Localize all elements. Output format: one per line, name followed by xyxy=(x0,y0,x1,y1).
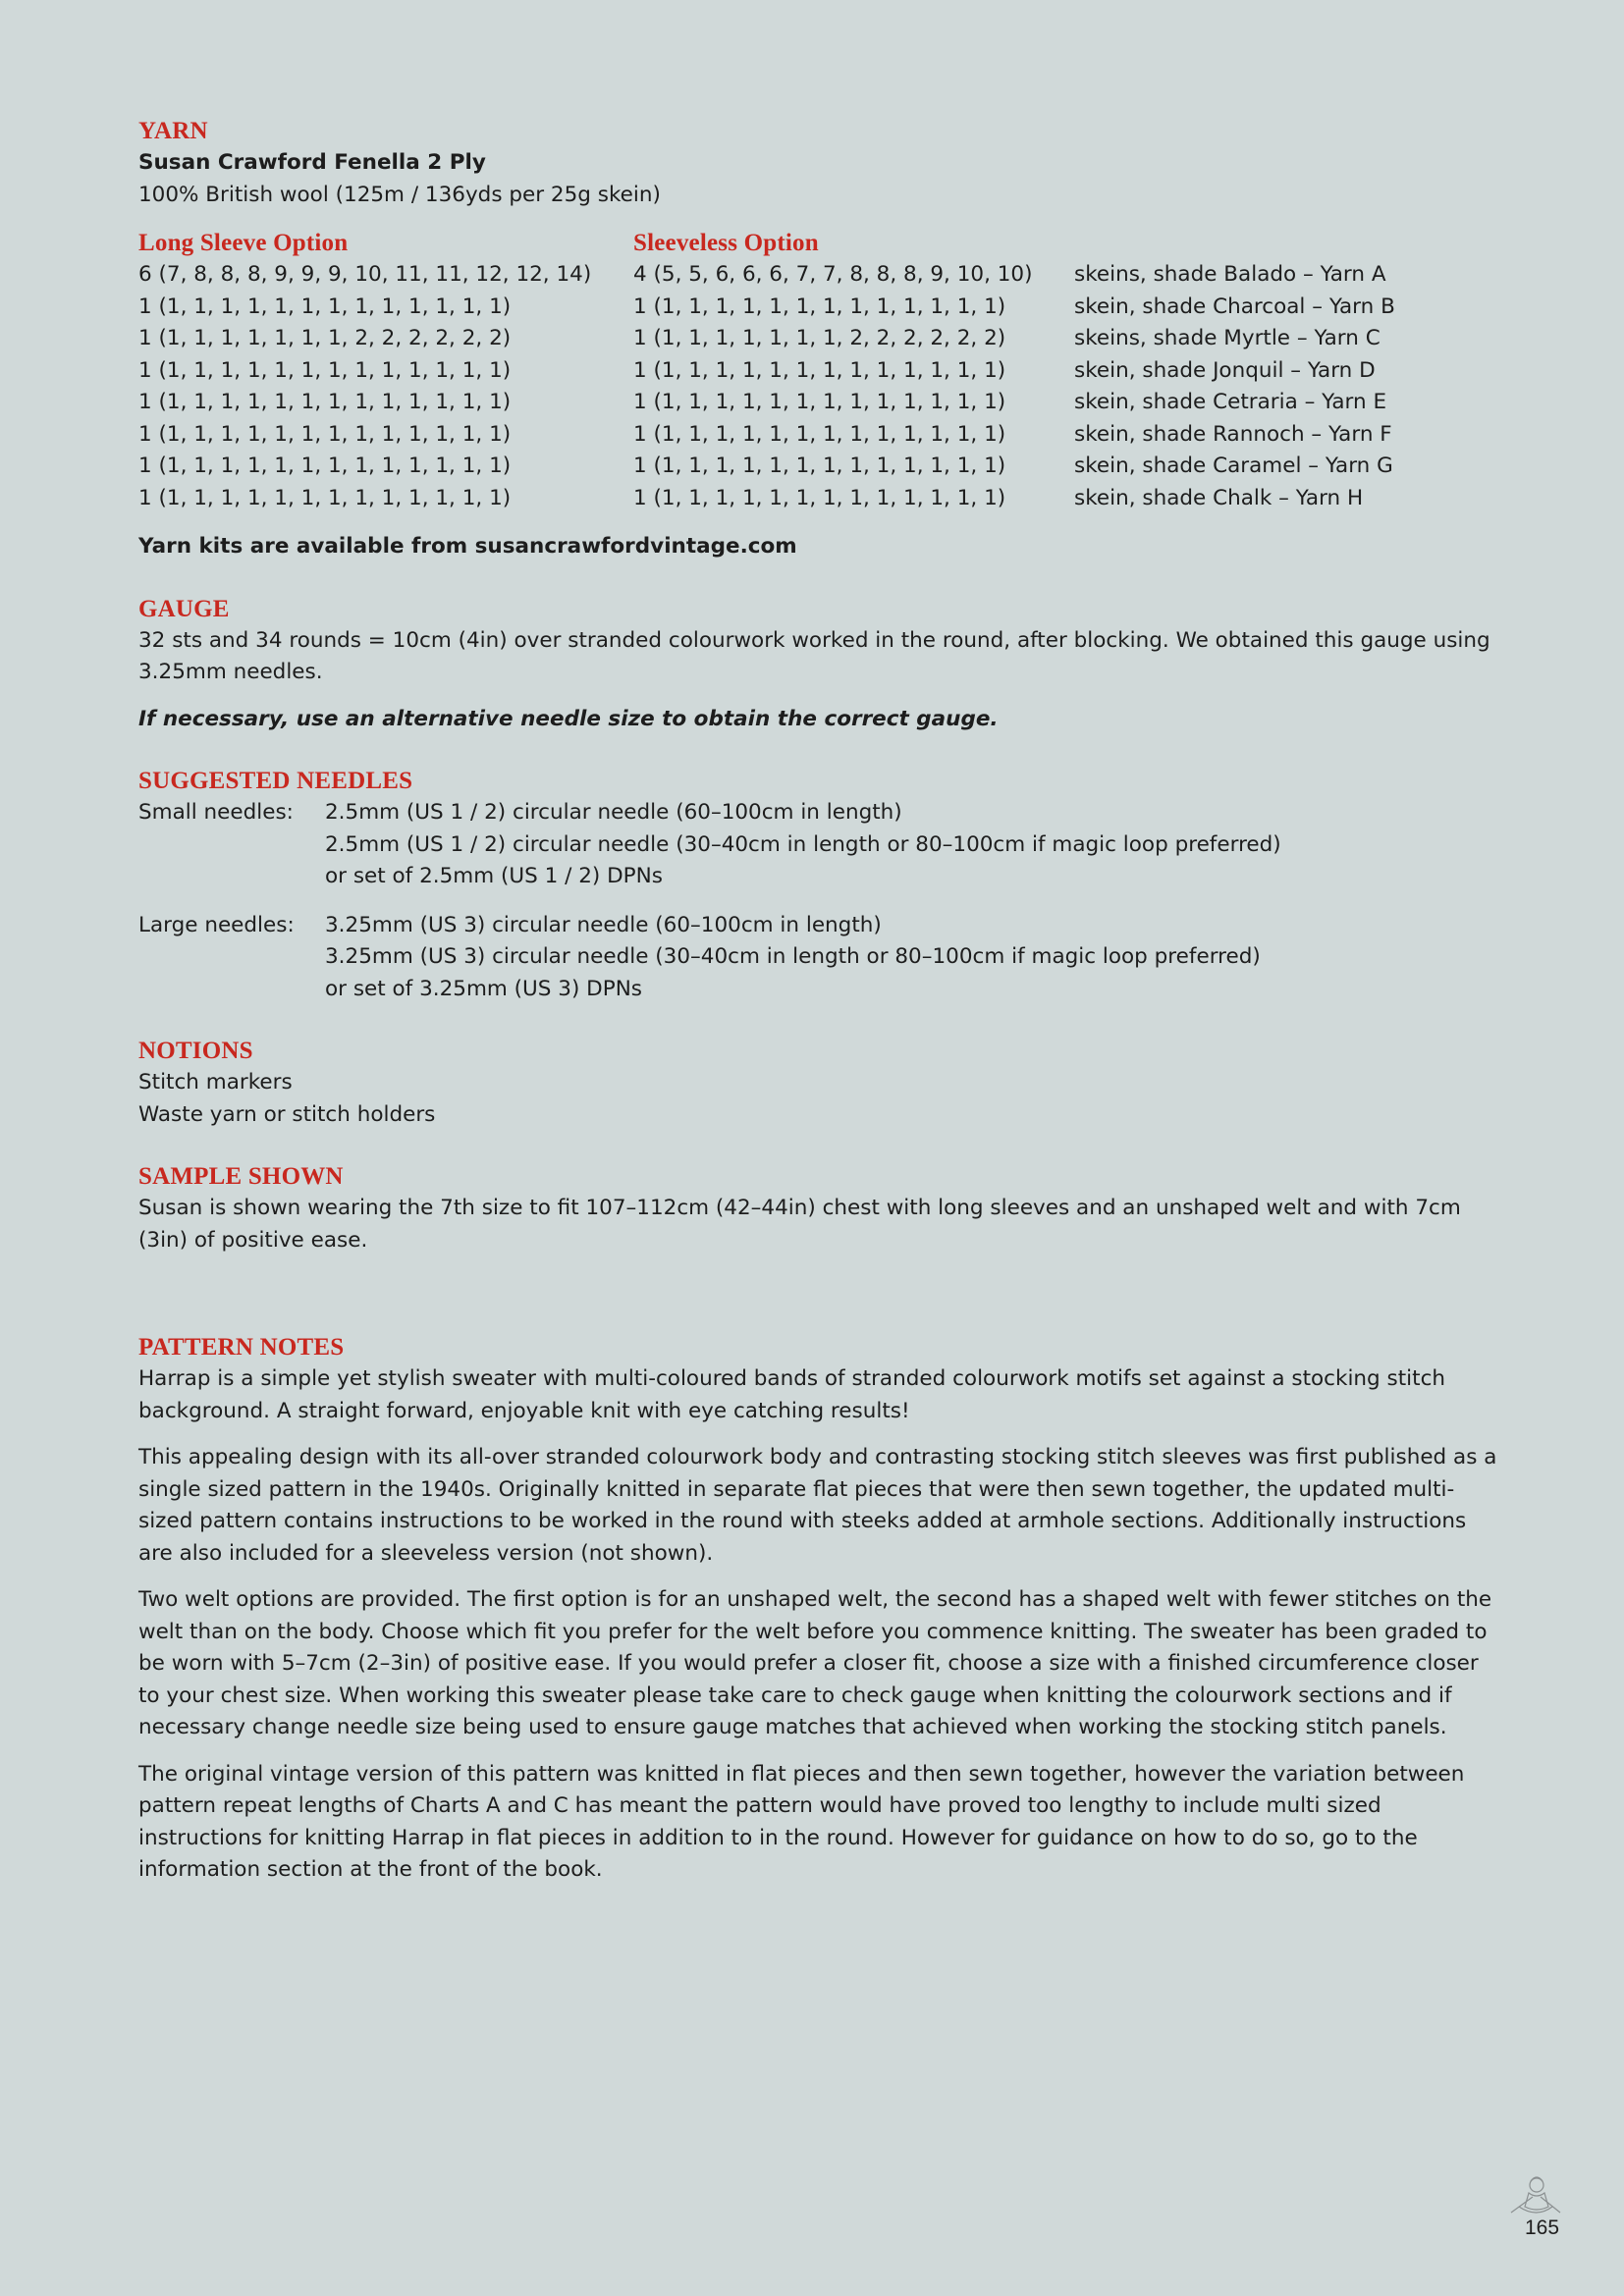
knitter-logo-icon xyxy=(1505,2173,1566,2218)
small-needle-item: or set of 2.5mm (US 1 / 2) DPNs xyxy=(325,864,663,888)
large-needles xyxy=(138,910,1503,1006)
sleeveless-heading: Sleeveless Option xyxy=(633,230,819,256)
pattern-note-paragraph: The original vintage version of this pattern was knitted in flat pieces and then sewn together, however the variation between pattern repeat lengths of Charts A and C has meant the pattern would have proved too lengthy to include multi sized instructions for knitting Harrap in flat pieces in addition to in the round. However for guidance on how to do so, go to the information section at the front of the book. xyxy=(138,1761,1465,1882)
large-needle-item: 3.25mm (US 3) circular needle (30–40cm in length or 80–100cm if magic loop preferred) xyxy=(325,944,1261,969)
yarn-sleeveless-cell: 1 (1, 1, 1, 1, 1, 1, 1, 2, 2, 2, 2, 2, 2) xyxy=(633,326,1006,350)
pattern-notes-heading: PATTERN NOTES xyxy=(138,1334,345,1361)
yarn-composition: 100% British wool (125m / 136yds per 25g skein) xyxy=(138,182,661,207)
yarn-long-cell: 1 (1, 1, 1, 1, 1, 1, 1, 1, 1, 1, 1, 1, 1) xyxy=(138,357,512,383)
yarn-long-cell: 1 (1, 1, 1, 1, 1, 1, 1, 1, 1, 1, 1, 1, 1) xyxy=(138,485,512,510)
page-number: 165 xyxy=(1525,2216,1560,2239)
yarn-shade-cell: skeins, shade Myrtle – Yarn C xyxy=(1074,326,1380,350)
sample-heading: SAMPLE SHOWN xyxy=(138,1163,344,1190)
notion-item: Stitch markers xyxy=(138,1070,293,1095)
pattern-note-paragraph: This appealing design with its all-over stranded colourwork body and contrasting stocking stitch sleeves was first published as a single sized pattern in the 1940s. Originally knitted in separate flat pieces that were then sewn together, the updated multi-sized pattern contains instructions to be worked in the round with steeks added at armhole sections. Additionally instructions are also included for a sleeveless version (not shown). xyxy=(138,1445,1497,1566)
large-needles-label: Large needles: xyxy=(138,912,295,937)
notion-item: Waste yarn or stitch holders xyxy=(138,1101,436,1127)
large-needle-item: or set of 3.25mm (US 3) DPNs xyxy=(325,976,642,1001)
small-needle-item: 2.5mm (US 1 / 2) circular needle (30–40cm in length or 80–100cm if magic loop preferred) xyxy=(325,831,1281,857)
yarn-sleeveless-cell: 1 (1, 1, 1, 1, 1, 1, 1, 1, 1, 1, 1, 1, 1) xyxy=(633,357,1006,383)
yarn-sleeveless-cell: 1 (1, 1, 1, 1, 1, 1, 1, 1, 1, 1, 1, 1, 1) xyxy=(633,454,1006,478)
yarn-sleeveless-cell: 1 (1, 1, 1, 1, 1, 1, 1, 1, 1, 1, 1, 1, 1) xyxy=(633,294,1006,319)
notions-heading: NOTIONS xyxy=(138,1038,253,1064)
yarn-shade-cell: skein, shade Cetraria – Yarn E xyxy=(1074,390,1387,414)
yarn-long-cell: 1 (1, 1, 1, 1, 1, 1, 1, 1, 1, 1, 1, 1, 1) xyxy=(138,421,512,447)
yarn-shade-cell: skein, shade Caramel – Yarn G xyxy=(1074,454,1393,478)
small-needles xyxy=(138,797,1503,893)
yarn-sleeveless-cell: 4 (5, 5, 6, 6, 6, 7, 7, 8, 8, 8, 9, 10, 10) xyxy=(633,262,1033,287)
large-needle-item: 3.25mm (US 3) circular needle (60–100cm in length) xyxy=(325,912,882,937)
small-needles-label: Small needles: xyxy=(138,800,294,825)
long-sleeve-heading: Long Sleeve Option xyxy=(138,230,349,256)
yarn-long-cell: 1 (1, 1, 1, 1, 1, 1, 1, 2, 2, 2, 2, 2, 2) xyxy=(138,326,512,350)
yarn-long-cell: 1 (1, 1, 1, 1, 1, 1, 1, 1, 1, 1, 1, 1, 1) xyxy=(138,454,512,478)
pattern-notes-section xyxy=(138,1332,1503,1887)
small-needle-item: 2.5mm (US 1 / 2) circular needle (60–100cm in length) xyxy=(325,800,902,825)
yarn-shade-cell: skein, shade Jonquil – Yarn D xyxy=(1074,357,1376,383)
yarn-long-cell: 1 (1, 1, 1, 1, 1, 1, 1, 1, 1, 1, 1, 1, 1) xyxy=(138,390,512,414)
gauge-note: If necessary, use an alternative needle size to obtain the correct gauge. xyxy=(138,706,999,731)
pattern-page xyxy=(138,116,1503,1901)
yarn-shade-cell: skeins, shade Balado – Yarn A xyxy=(1074,262,1386,287)
gauge-text: 32 sts and 34 rounds = 10cm (4in) over stranded colourwork worked in the round, after blocking. We obtained this gauge using 3.25mm needles. xyxy=(138,627,1490,684)
yarn-shade-cell: skein, shade Chalk – Yarn H xyxy=(1074,485,1364,510)
yarn-kits-note: Yarn kits are available from susancrawfordvintage.com xyxy=(138,534,797,559)
sample-section xyxy=(138,1161,1503,1256)
yarn-heading: YARN xyxy=(138,118,208,144)
gauge-section xyxy=(138,594,1503,736)
gauge-heading: GAUGE xyxy=(138,595,230,622)
yarn-section xyxy=(138,116,1503,563)
needles-heading: SUGGESTED NEEDLES xyxy=(138,768,413,794)
yarn-name: Susan Crawford Fenella 2 Ply xyxy=(138,150,486,175)
yarn-table xyxy=(138,228,1503,514)
yarn-shade-cell: skein, shade Rannoch – Yarn F xyxy=(1074,421,1392,447)
pattern-note-paragraph: Two welt options are provided. The first option is for an unshaped welt, the second has a shaped welt with fewer stitches on the welt than on the body. Choose which fit you prefer for the welt before you commence knitting. The sweater has been graded to be worn with 5–7cm (2–3in) of positive ease. If you would prefer a closer fit, choose a size with a finished circumference closer to your chest size. When working this sweater please take care to check gauge when knitting the colourwork sections and if necessary change needle size being used to ensure gauge matches that achieved when working the stocking stitch panels. xyxy=(138,1587,1492,1739)
notions-section xyxy=(138,1036,1503,1131)
yarn-shade-cell: skein, shade Charcoal – Yarn B xyxy=(1074,294,1395,319)
yarn-sleeveless-cell: 1 (1, 1, 1, 1, 1, 1, 1, 1, 1, 1, 1, 1, 1) xyxy=(633,485,1006,510)
yarn-long-cell: 6 (7, 8, 8, 8, 9, 9, 9, 10, 11, 11, 12, 12, 14) xyxy=(138,262,592,287)
yarn-sleeveless-cell: 1 (1, 1, 1, 1, 1, 1, 1, 1, 1, 1, 1, 1, 1) xyxy=(633,390,1006,414)
sample-text: Susan is shown wearing the 7th size to fit 107–112cm (42–44in) chest with long sleeves and an unshaped welt and with 7cm (3in) of positive ease. xyxy=(138,1196,1461,1253)
needles-section xyxy=(138,766,1503,1005)
yarn-long-cell: 1 (1, 1, 1, 1, 1, 1, 1, 1, 1, 1, 1, 1, 1) xyxy=(138,294,512,319)
yarn-sleeveless-cell: 1 (1, 1, 1, 1, 1, 1, 1, 1, 1, 1, 1, 1, 1) xyxy=(633,421,1006,447)
shade-heading-spacer xyxy=(1074,228,1467,259)
pattern-note-paragraph: Harrap is a simple yet stylish sweater with multi-coloured bands of stranded colourwork motifs set against a stocking stitch background. A straight forward, enjoyable knit with eye catching results! xyxy=(138,1366,1446,1423)
